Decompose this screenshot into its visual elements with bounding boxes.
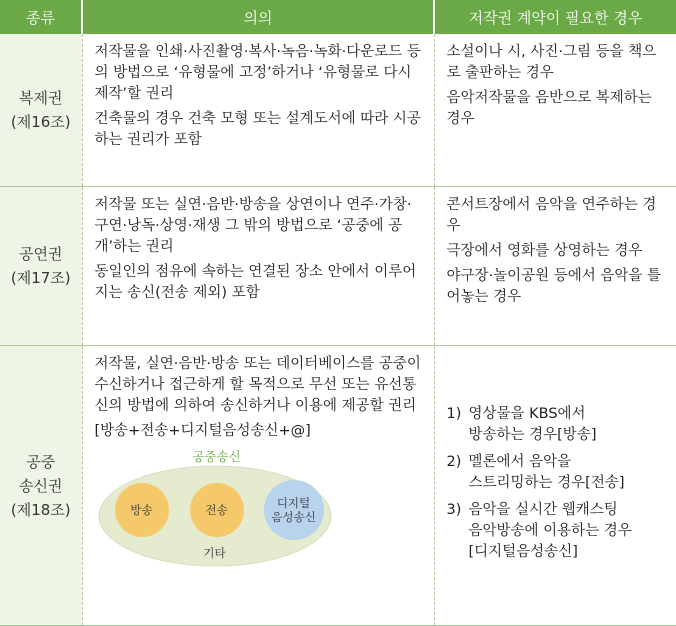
desc-cell	[82, 346, 434, 626]
header-contract-cases: 저작권 계약이 필요한 경우	[434, 0, 676, 34]
desc-cell	[82, 34, 434, 187]
example-line: 멜론에서 음악을	[468, 454, 572, 470]
example-item: 극장에서 영화를 상영하는 경우	[446, 243, 643, 259]
example-number: 3)	[446, 502, 462, 518]
example-cell	[434, 346, 676, 626]
kind-name: 송신권	[19, 476, 63, 495]
example-item: 음악저작물을 음반으로 복제하는 경우	[446, 90, 652, 127]
table-row-performance	[0, 187, 676, 346]
public-transmission-diagram	[97, 448, 397, 568]
desc-cell	[82, 187, 434, 346]
example-line: 스트리밍하는 경우[전송]	[468, 475, 625, 491]
desc-paragraph: 저작물 또는 실연·음반·방송을 상연이나 연주·가창·구연·낭독·상영·재생 그 밖의 방법으로 ‘공중에 공개’하는 권리	[94, 197, 412, 255]
example-item: 콘서트장에서 음악을 연주하는 경우	[446, 197, 657, 234]
diagram-label-transmission: 전송	[205, 503, 228, 517]
diagram-title: 공중송신	[192, 449, 241, 464]
kind-cell	[0, 187, 82, 346]
kind-article: (제16조)	[10, 113, 71, 131]
kind-name: 공중	[26, 452, 56, 471]
example-item	[447, 452, 667, 494]
header-kind: 종류	[0, 0, 82, 34]
desc-formula: [방송+전송+디지털음성송신+@]	[94, 423, 311, 439]
kind-name: 복제권	[19, 89, 63, 107]
desc-paragraph: 저작물, 실연·음반·방송 또는 데이터베이스를 공중이 수신하거나 접근하게 할 목적으로 무선 또는 유선통신의 방법에 의하여 송신하거나 이용에 제공할 권리	[94, 356, 421, 414]
diagram-label-broadcast: 방송	[130, 503, 153, 517]
example-cell	[434, 34, 676, 187]
diagram-label-other: 기타	[203, 546, 226, 560]
header-meaning: 의의	[82, 0, 434, 34]
example-number: 1)	[446, 406, 462, 422]
kind-article: (제17조)	[10, 269, 71, 287]
example-line: 음악을 실시간 웹캐스팅	[468, 502, 618, 518]
example-line: 음악방송에 이용하는 경우	[468, 523, 632, 539]
kind-cell	[0, 34, 82, 187]
example-item: 야구장·놀이공원 등에서 음악을 틀어놓는 경우	[446, 268, 662, 305]
desc-paragraph: 저작물을 인쇄·사진촬영·복사·녹음·녹화·다운로드 등의 방법으로 ‘유형물에 고정’하거나 ‘유형물로 다시 제작’할 권리	[94, 44, 421, 102]
example-line: 영상물을 KBS에서	[468, 406, 586, 422]
example-item: 소설이나 시, 사진·그림 등을 책으로 출판하는 경우	[446, 44, 657, 81]
table-header-row	[0, 0, 676, 34]
example-cell	[434, 187, 676, 346]
diagram-label-digital-2: 음성송신	[271, 510, 316, 524]
kind-cell	[0, 346, 82, 626]
example-item	[447, 404, 667, 446]
example-line: 방송하는 경우[방송]	[468, 427, 597, 443]
table-row-public-transmission	[0, 346, 676, 626]
kind-article: (제18조)	[10, 500, 71, 519]
example-item	[447, 500, 667, 563]
example-number: 2)	[446, 454, 462, 470]
kind-name: 공연권	[19, 245, 63, 263]
desc-paragraph: 건축물의 경우 건축 모형 또는 설계도서에 따라 시공하는 권리가 포함	[94, 111, 421, 148]
example-line: [디지털음성송신]	[468, 544, 578, 560]
desc-paragraph: 동일인의 점유에 속하는 연결된 장소 안에서 이루어지는 송신(전송 제외) 포함	[94, 264, 417, 301]
diagram-label-digital-1: 디지털	[276, 496, 311, 510]
table-row-reproduction	[0, 34, 676, 187]
